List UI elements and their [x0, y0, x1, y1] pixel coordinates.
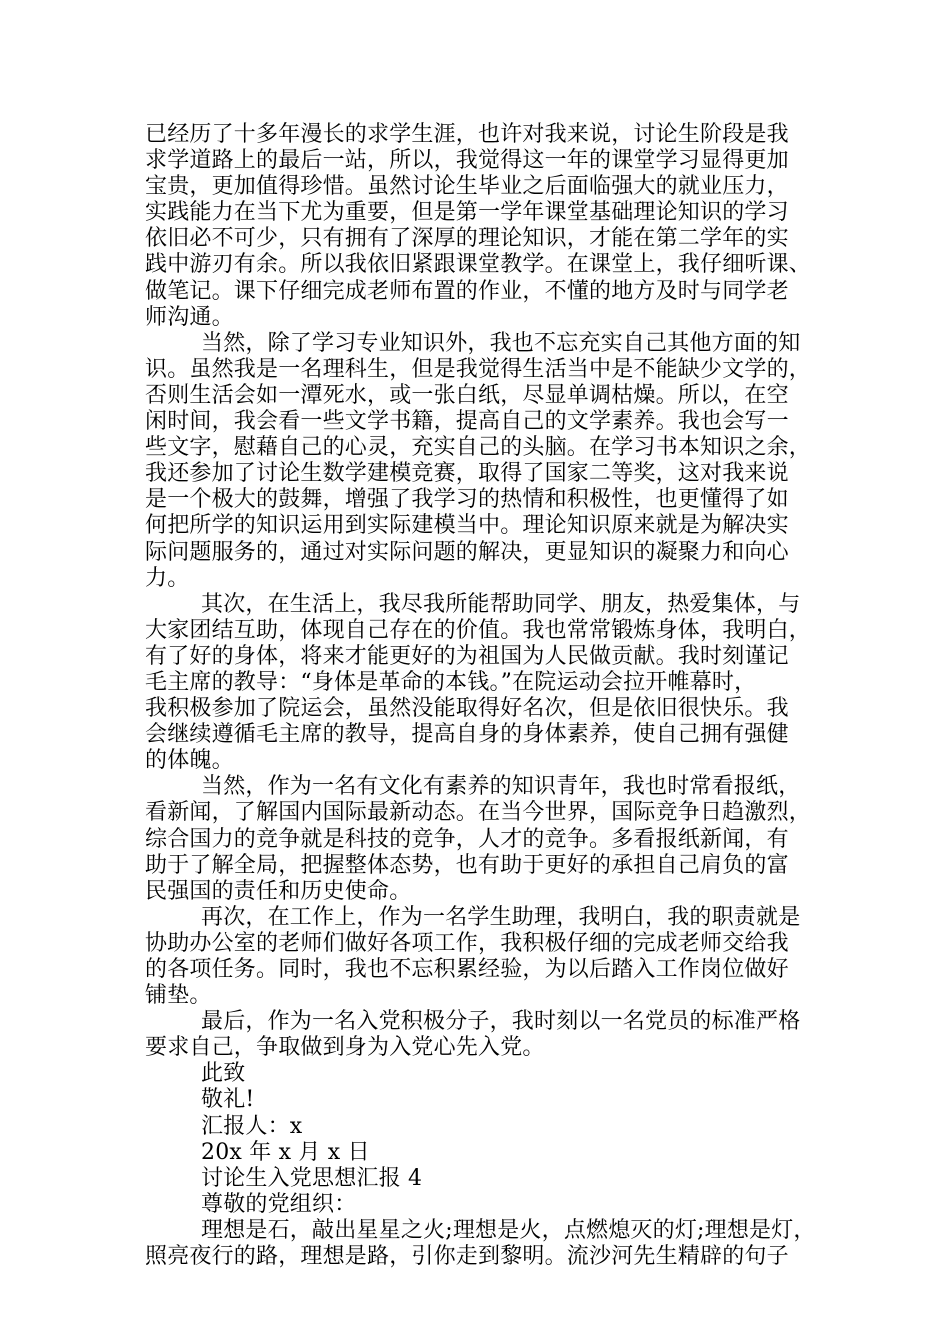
text-line: 理想是石，敲出星星之火;理想是火，点燃熄灭的灯;理想是灯，: [201, 1217, 816, 1243]
text-line: 是一个极大的鼓舞，增强了我学习的热情和积极性，也更懂得了如: [145, 487, 789, 513]
text-line: 敬礼!: [201, 1087, 255, 1113]
text-line: 何把所学的知识运用到实际建模当中。理论知识原来就是为解决实: [145, 513, 789, 539]
text-line: 闲时间，我会看一些文学书籍，提高自己的文学素养。我也会写一: [145, 409, 789, 435]
text-line: 照亮夜行的路，理想是路，引你走到黎明。流沙河先生精辟的句子: [145, 1244, 789, 1270]
text-line: 否则生活会如一潭死水，或一张白纸，尽显单调枯燥。所以，在空: [145, 382, 789, 408]
text-line: 践中游刃有余。所以我依旧紧跟课堂教学。在课堂上，我仔细听课、: [145, 252, 812, 278]
text-line: 际问题服务的，通过对实际问题的解决，更显知识的凝聚力和向心: [145, 539, 789, 565]
text-line: 的体魄。: [145, 748, 234, 774]
text-line: 助于了解全局，把握整体态势，也有助于更好的承担自己肩负的富: [145, 852, 789, 878]
text-line: 依旧必不可少，只有拥有了深厚的理论知识，才能在第二学年的实: [145, 226, 789, 252]
text-line: 求学道路上的最后一站，所以，我觉得这一年的课堂学习显得更加: [145, 148, 789, 174]
text-line: 有了好的身体，将来才能更好的为祖国为人民做贡献。我时刻谨记: [145, 643, 789, 669]
text-line: 我还参加了讨论生数学建模竞赛，取得了国家二等奖，这对我来说: [145, 461, 789, 487]
text-line: 些文字，慰藉自己的心灵，充实自己的头脑。在学习书本知识之余，: [145, 435, 812, 461]
text-line: 的各项任务。同时，我也不忘积累经验，为以后踏入工作岗位做好: [145, 957, 789, 982]
text-line: 综合国力的竞争就是科技的竞争，人才的竞争。多看报纸新闻，有: [145, 826, 789, 852]
text-line: 已经历了十多年漫长的求学生涯，也许对我来说，讨论生阶段是我: [145, 122, 789, 147]
text-line: 会继续遵循毛主席的教导，提高自身的身体素养，使自己拥有强健: [145, 722, 789, 748]
text-line: 铺垫。: [145, 983, 212, 1009]
text-line: 讨论生入党思想汇报 4: [201, 1165, 423, 1191]
text-line: 看新闻，了解国内国际最新动态。在当今世界，国际竞争日趋激烈，: [145, 800, 812, 826]
text-line: 师沟通。: [145, 304, 234, 330]
text-line: 汇报人：x: [201, 1113, 303, 1139]
text-line: 尊敬的党组织：: [201, 1191, 357, 1217]
text-line: 实践能力在当下尤为重要，但是第一学年课堂基础理论知识的学习: [145, 200, 789, 226]
text-line: 协助办公室的老师们做好各项工作，我积极仔细的完成老师交给我: [145, 930, 789, 956]
text-line: 再次，在工作上，作为一名学生助理，我明白，我的职责就是: [201, 904, 801, 930]
text-line: 民强国的责任和历史使命。: [145, 878, 412, 904]
text-line: 大家团结互助，体现自己存在的价值。我也常常锻炼身体，我明白，: [145, 617, 812, 643]
text-line: 识。虽然我是一名理科生，但是我觉得生活当中是不能缺少文学的，: [145, 356, 812, 382]
text-line: 宝贵，更加值得珍惜。虽然讨论生毕业之后面临强大的就业压力，: [145, 174, 789, 200]
text-line: 此致: [201, 1061, 246, 1087]
text-line: 当然，作为一名有文化有素养的知识青年，我也时常看报纸，: [201, 774, 801, 800]
text-line: 要求自己，争取做到身为入党心先入党。: [145, 1035, 545, 1061]
text-line: 毛主席的教导：“身体是革命的本钱。”在院运动会拉开帷幕时，: [145, 669, 757, 695]
text-line: 我积极参加了院运会，虽然没能取得好名次，但是依旧很快乐。我: [145, 696, 789, 722]
text-line: 其次，在生活上，我尽我所能帮助同学、朋友，热爱集体，与: [201, 591, 801, 617]
text-line: 做笔记。课下仔细完成老师布置的作业，不懂的地方及时与同学老: [145, 278, 789, 304]
text-line: 当然，除了学习专业知识外，我也不忘充实自己其他方面的知: [201, 330, 801, 356]
text-line: 最后，作为一名入党积极分子，我时刻以一名党员的标准严格: [201, 1009, 801, 1035]
text-line: 20x 年 x 月 x 日: [201, 1139, 370, 1165]
document-page: [145, 122, 816, 1270]
text-line: 力。: [145, 565, 190, 591]
